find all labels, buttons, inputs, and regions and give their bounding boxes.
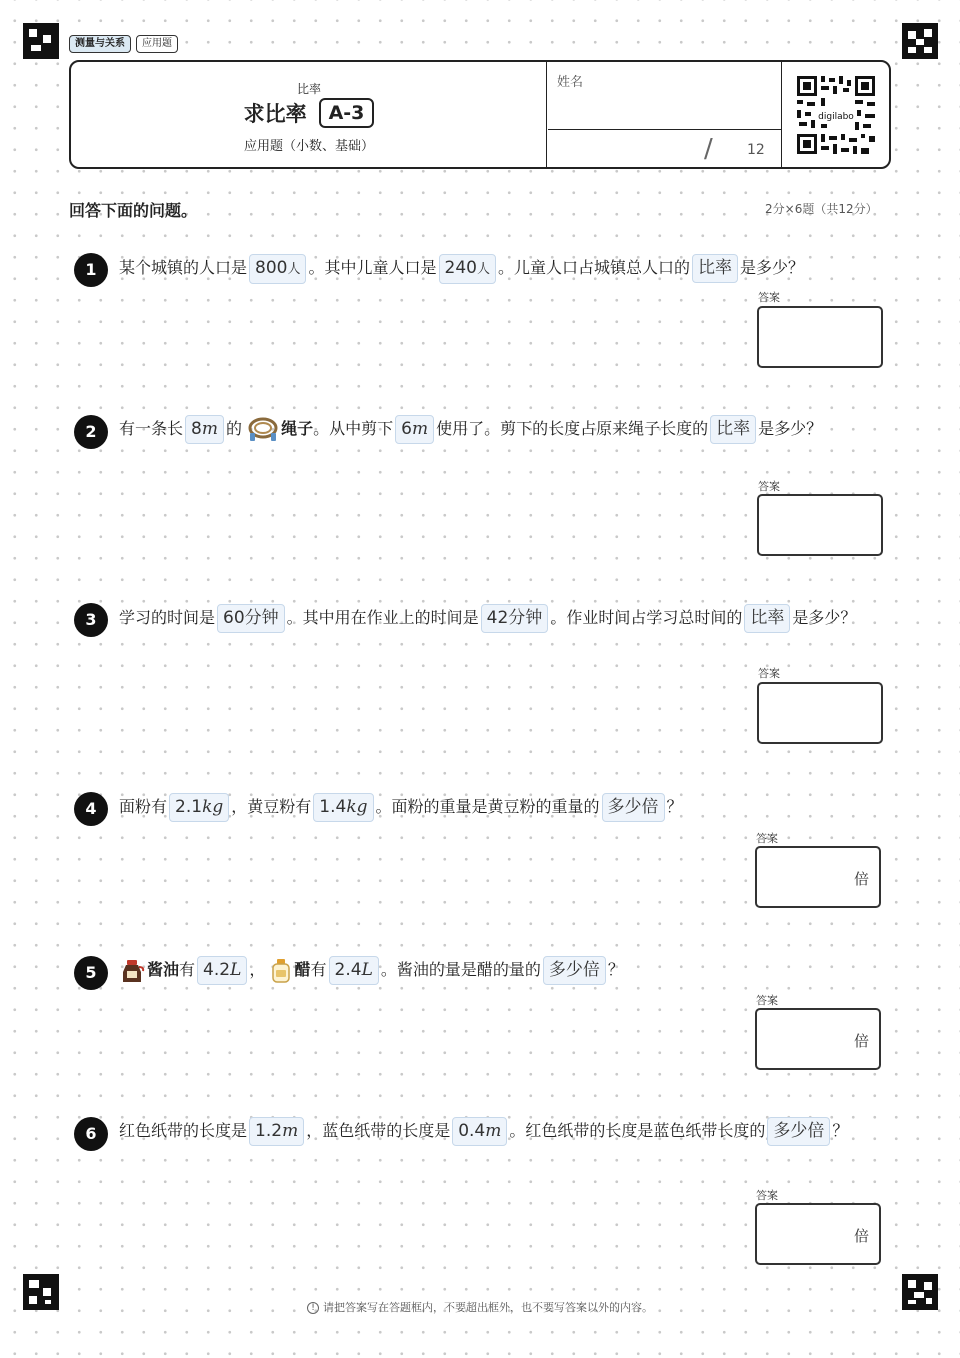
value-chip: 240人 — [439, 254, 496, 284]
answer-box-3[interactable] — [757, 682, 883, 744]
svg-text:digilabo: digilabo — [818, 112, 854, 122]
answer-box-4[interactable] — [755, 846, 881, 908]
question-number-2: 2 — [74, 415, 108, 449]
vinegar-icon — [270, 958, 292, 984]
answer-box-2[interactable] — [757, 494, 883, 556]
corner-marker-top-left — [23, 23, 59, 59]
title-row — [71, 98, 547, 128]
footer-note — [0, 1299, 960, 1315]
tag-application: 应用题 — [136, 35, 178, 53]
score-total: 12 — [747, 142, 765, 158]
worksheet-header — [69, 60, 891, 169]
value-chip: 42分钟 — [481, 604, 549, 633]
value-chip: 0.4m — [452, 1117, 507, 1146]
question-5-text: 酱油有 4.2L ， 醋有 2.4L 。酱油的量是醋的量的 多少倍 ？ — [119, 952, 879, 987]
qr-code-icon — [795, 74, 877, 156]
answer-label-5: 答案 — [756, 994, 778, 1007]
question-2-text: 有一条长 8m 的 绳子。从中剪下 6m 使用了。剪下的长度占原来绳子长度的 比率 是多少？ — [119, 411, 879, 446]
question-number-5: 5 — [74, 956, 108, 990]
points-text: 2分×6题（共12分） — [765, 202, 878, 216]
answer-box-5[interactable] — [755, 1008, 881, 1070]
corner-marker-top-right — [902, 23, 938, 59]
instruction-text: 回答下面的问题。 — [69, 201, 198, 220]
soy-sauce-icon — [119, 958, 145, 984]
answer-unit-4: 倍 — [853, 870, 869, 888]
worksheet-subtitle: 比率 — [296, 82, 321, 96]
target-chip: 多少倍 — [543, 956, 606, 985]
value-chip: 2.1kg — [169, 793, 229, 822]
answer-label-2: 答案 — [758, 480, 780, 493]
target-chip: 比率 — [710, 415, 756, 444]
answer-label-6: 答案 — [756, 1189, 778, 1202]
question-number-3: 3 — [74, 603, 108, 637]
rope-icon — [247, 417, 279, 443]
value-chip: 2.4L — [329, 956, 379, 985]
answer-box-6[interactable] — [755, 1203, 881, 1265]
question-number-6: 6 — [74, 1117, 108, 1151]
title-area — [71, 62, 547, 167]
question-number-1: 1 — [74, 253, 108, 287]
score-slash: / — [704, 134, 713, 164]
question-1-text: 某个城镇的人口是 800人 。其中儿童人口是 240人 。儿童人口占城镇总人口的 比率 是多少？ — [119, 250, 879, 285]
target-chip: 比率 — [744, 604, 790, 633]
value-chip: 4.2L — [197, 956, 247, 985]
answer-label-4: 答案 — [756, 832, 778, 845]
name-score-area — [548, 62, 782, 167]
value-chip: 1.4kg — [313, 793, 373, 822]
value-chip: 60分钟 — [217, 604, 285, 633]
value-chip: 8m — [185, 415, 224, 444]
footer-text: 请把答案写在答题框内，不要超出框外，也不要写答案以外的内容。 — [323, 1301, 653, 1314]
name-divider — [548, 129, 782, 130]
question-3-text: 学习的时间是 60分钟 。其中用在作业上的时间是 42分钟 。作业时间占学习总时间的 比率 是多少？ — [119, 600, 879, 635]
value-chip: 6m — [395, 415, 434, 444]
question-number-4: 4 — [74, 792, 108, 826]
target-chip: 多少倍 — [767, 1117, 830, 1146]
category-tags — [69, 35, 178, 53]
question-4-text: 面粉有 2.1kg ，黄豆粉有 1.4kg 。面粉的重量是黄豆粉的重量的 多少倍 ？ — [119, 789, 879, 824]
worksheet-description: 应用题（小数、基础） — [243, 139, 374, 154]
target-chip: 比率 — [692, 254, 738, 283]
answer-box-1[interactable] — [757, 306, 883, 368]
answer-unit-5: 倍 — [853, 1032, 869, 1050]
tag-measurement: 测量与关系 — [69, 35, 131, 53]
worksheet-title: 求比率 — [243, 102, 307, 126]
worksheet-code: A-3 — [319, 98, 375, 128]
answer-label-3: 答案 — [758, 667, 780, 680]
value-chip: 1.2m — [249, 1117, 304, 1146]
answer-unit-6: 倍 — [853, 1227, 869, 1245]
info-icon: ! — [307, 1302, 319, 1314]
answer-label-1: 答案 — [758, 291, 780, 304]
question-6-text: 红色纸带的长度是 1.2m ，蓝色纸带的长度是 0.4m 。红色纸带的长度是蓝色纸带长度的 多少倍 ？ — [119, 1113, 879, 1148]
value-chip: 800人 — [249, 254, 306, 284]
target-chip: 多少倍 — [602, 793, 665, 822]
name-label: 姓名 — [557, 75, 584, 90]
